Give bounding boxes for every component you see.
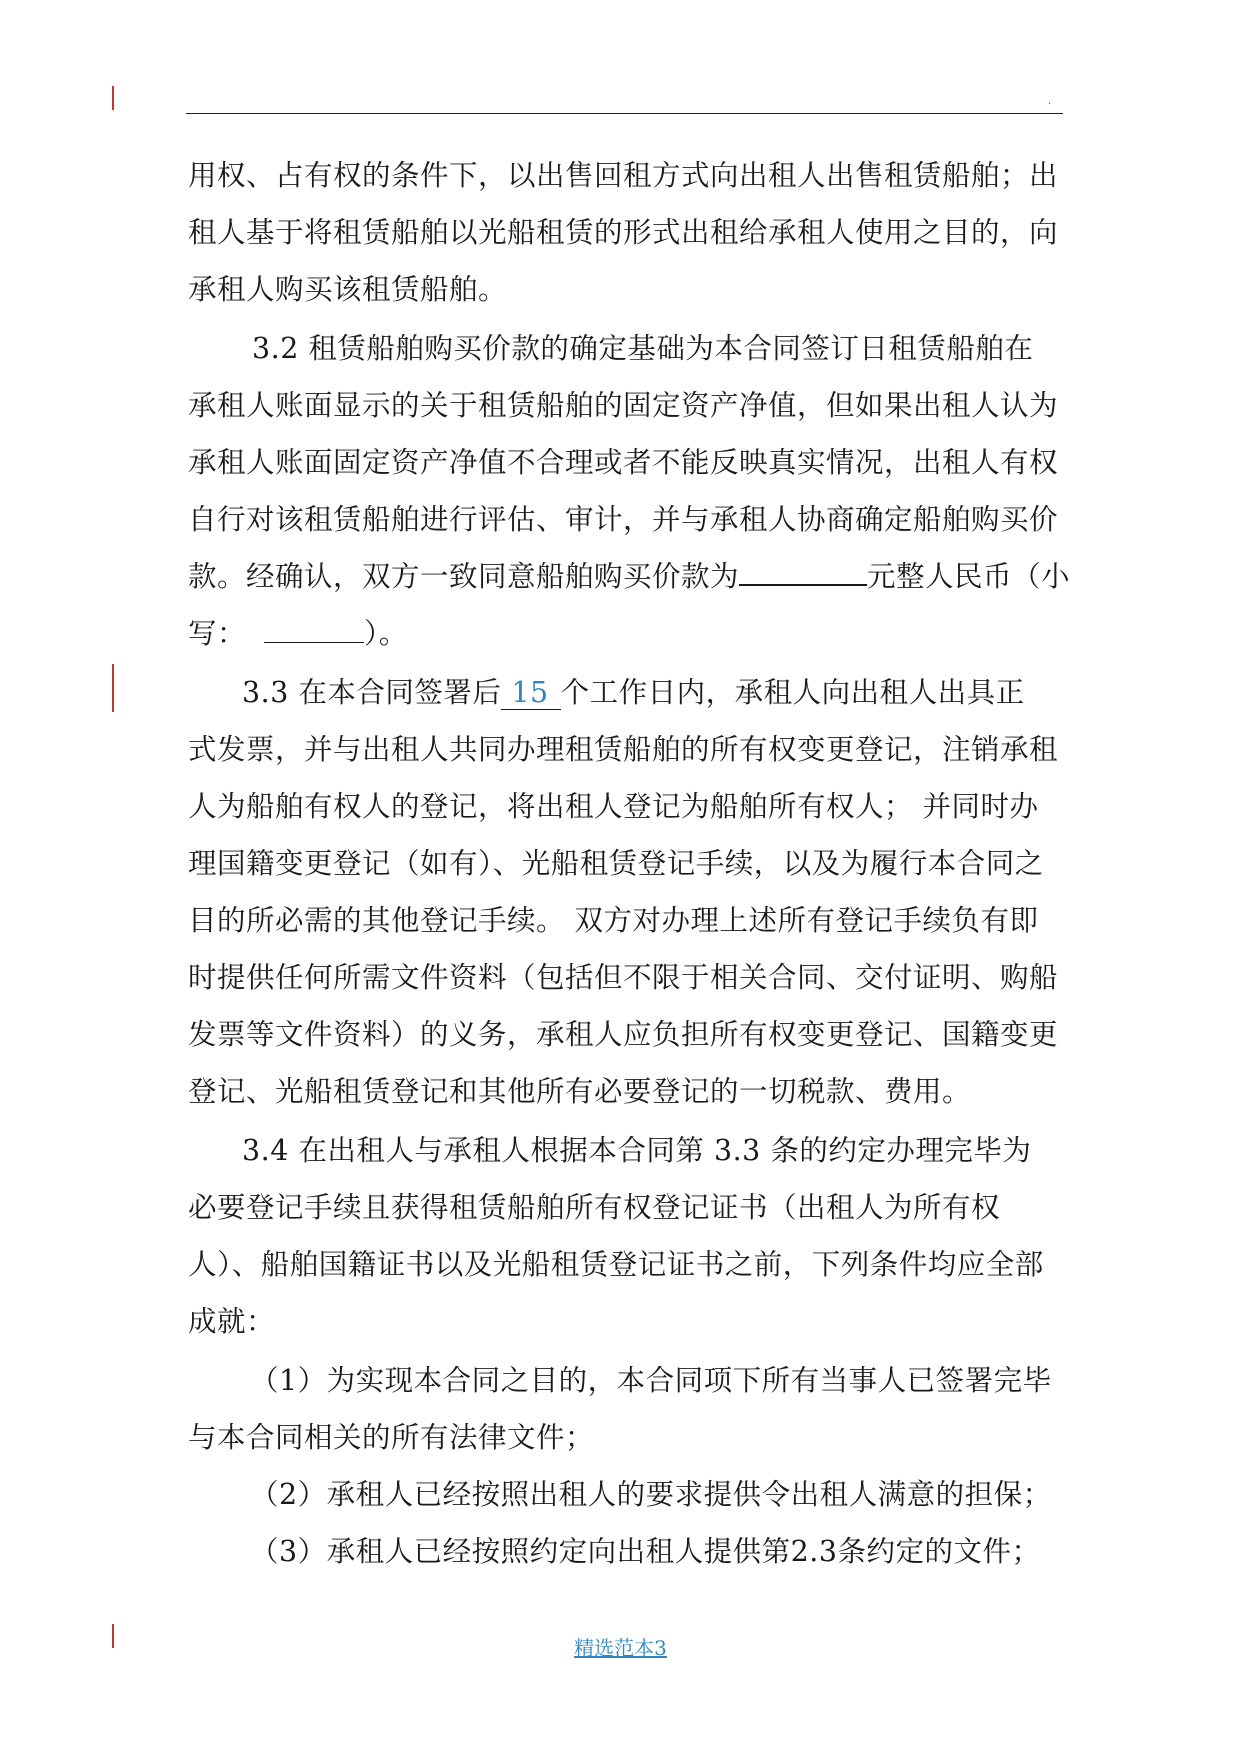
text-line: 承租人账面显示的关于租赁船舶的固定资产净值，但如果出租人认为 <box>188 389 1059 422</box>
revision-mark-middle <box>112 664 114 712</box>
text-fragment: 元整人民币（小 <box>867 560 1071 593</box>
clause-3-4 <box>188 1122 1060 1350</box>
text-line: 与本合同相关的所有法律文件； <box>188 1421 595 1454</box>
text-line: 发票等文件资料）的义务，承租人应负担所有权变更登记、国籍变更 <box>188 1018 1059 1051</box>
text-line: 承租人购买该租赁船舶。 <box>188 273 508 306</box>
text-line: 理国籍变更登记（如有）、光船租赁登记手续，以及为履行本合同之 <box>188 847 1044 880</box>
text-line <box>188 548 1071 605</box>
text-line: 人）、船舶国籍证书以及光船租赁登记证书之前，下列条件均应全部 <box>188 1248 1044 1281</box>
text-line: 自行对该租赁船舶进行评估、审计，并与承租人协商确定船舶购买价 <box>188 503 1059 536</box>
text-line <box>188 605 1060 662</box>
text-line: 登记、光船租赁登记和其他所有必要登记的一切税款、费用。 <box>188 1075 972 1108</box>
text-line: 时提供任何所需文件资料（包括但不限于相关合同、交付证明、购船 <box>188 961 1059 994</box>
text-fragment: 个工作日内，承租人向出租人出具正 <box>560 676 1025 709</box>
price-blank-field <box>739 562 867 586</box>
header-rule <box>186 113 1063 114</box>
text-fragment: ）。 <box>364 617 408 650</box>
condition-item-1 <box>188 1352 1060 1466</box>
text-line: 式发票，并与出租人共同办理租赁船舶的所有权变更登记，注销承租 <box>188 733 1059 766</box>
text-line: （3）承租人已经按照约定向出租人提供第2.3条约定的文件； <box>250 1535 1041 1568</box>
clause-3-3 <box>188 664 1060 1120</box>
text-line <box>188 664 1060 721</box>
revision-mark-top <box>112 86 114 110</box>
page-footer: 精选范本3 <box>574 1636 667 1660</box>
clause-3-2 <box>188 320 1071 662</box>
text-line: 3.4 在出租人与承租人根据本合同第 3.3 条的约定办理完毕为 <box>242 1134 1032 1167</box>
working-days-value: 15 <box>501 676 560 710</box>
text-line: （1）为实现本合同之目的，本合同项下所有当事人已签署完毕 <box>250 1364 1052 1397</box>
text-fragment: 3.3 在本合同签署后 <box>242 676 502 709</box>
text-line: 用权、占有权的条件下，以出售回租方式向出租人出售租赁船舶；出 <box>188 159 1059 192</box>
text-line: 目的所必需的其他登记手续。 双方对办理上述所有登记手续负有即 <box>188 904 1039 937</box>
text-line: （2）承租人已经按照出租人的要求提供令出租人满意的担保； <box>250 1478 1052 1511</box>
text-line: 3.2 租赁船舶购买价款的确定基础为本合同签订日租赁船舶在 <box>252 332 1034 365</box>
text-line: 必要登记手续且获得租赁船舶所有权登记证书（出租人为所有权 <box>188 1191 1001 1224</box>
text-line: 承租人账面固定资产净值不合理或者不能反映真实情况，出租人有权 <box>188 446 1059 479</box>
condition-item-3 <box>188 1523 1060 1580</box>
text-line: 租人基于将租赁船舶以光船租赁的形式出租给承租人使用之目的，向 <box>188 216 1059 249</box>
paragraph-continuation <box>188 147 1060 318</box>
text-fragment: 款。经确认，双方一致同意船舶购买价款为 <box>188 560 740 593</box>
text-line: 成就： <box>188 1305 276 1338</box>
lowercase-amount-blank-field <box>264 620 364 643</box>
condition-item-2 <box>188 1466 1060 1523</box>
text-fragment: 写： <box>188 617 247 650</box>
text-line: 人为船舶有权人的登记，将出租人登记为船舶所有权人； 并同时办 <box>188 790 1039 823</box>
document-body <box>188 147 1071 1580</box>
header-mark: . <box>1048 96 1052 107</box>
